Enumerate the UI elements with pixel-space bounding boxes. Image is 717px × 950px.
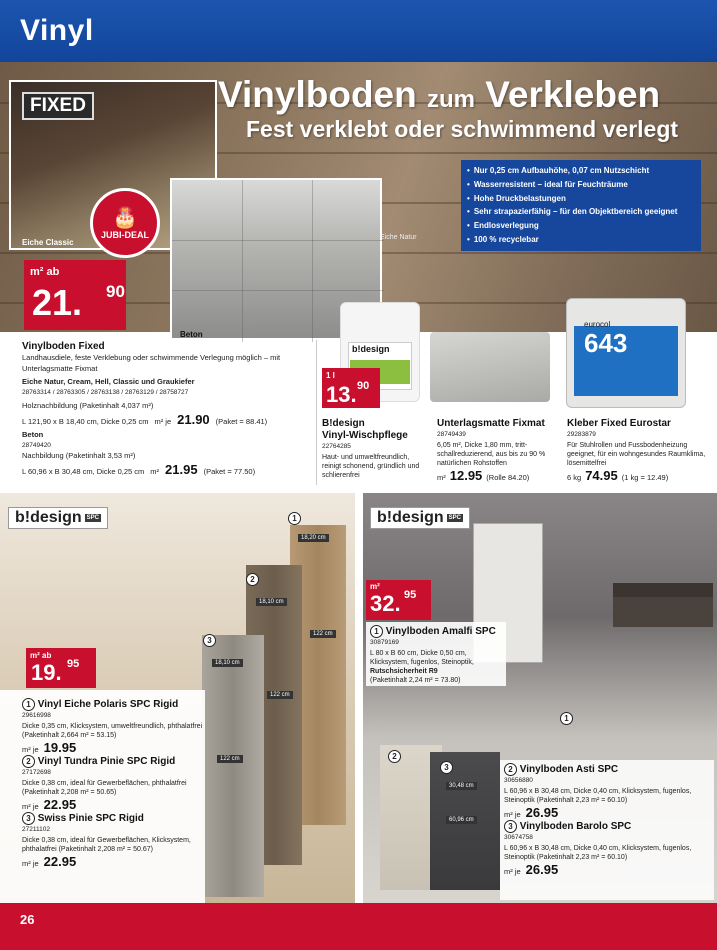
hero-title — [218, 74, 660, 116]
hero-title-c: Verkleben — [485, 74, 661, 115]
product-fixed-info — [22, 341, 312, 477]
product-code: 29283879 — [567, 431, 596, 438]
price-box-left — [26, 648, 96, 688]
jubi-deal-badge — [90, 188, 160, 258]
circle-num-2: 2 — [388, 750, 401, 763]
dim-label: 18,10 cm — [212, 659, 243, 667]
feature-item: • Hohe Druckbelastungen — [467, 192, 695, 206]
main-price-box — [24, 260, 126, 330]
fixed-logo: FIXED — [22, 92, 94, 120]
product-name-2: Vinyl-Wischpflege — [322, 430, 408, 441]
cake-icon: 🎂 — [112, 207, 138, 229]
fixmat-info — [437, 418, 559, 483]
product-name — [22, 812, 205, 825]
feature-list — [461, 160, 701, 251]
product-pkg: (Paketinhalt 2,24 m² = 73.80) — [370, 676, 461, 684]
dim-label: 122 cm — [310, 630, 336, 638]
price-unit: m² je — [504, 809, 521, 819]
row1 — [22, 412, 312, 428]
circle-num: 2 — [22, 755, 35, 768]
price-row — [22, 740, 205, 756]
footer-bar — [0, 903, 717, 950]
product-code: 30879169 — [370, 639, 399, 646]
bidesign-logo-right — [370, 507, 470, 529]
price-unit: m² ab — [30, 266, 60, 278]
brand-tag: SPC — [86, 514, 100, 521]
desc-bold: Rutschsicherheit R9 — [370, 667, 438, 675]
label-eiche-classic: Eiche Classic — [22, 238, 74, 247]
dim-label: 122 cm — [267, 691, 293, 699]
wischpflege-price-box — [322, 368, 380, 408]
brand-text: b!design — [15, 509, 82, 526]
row1-dims: L 121,90 x B 18,40 cm, Dicke 0,25 cm — [22, 416, 149, 426]
page-number: 26 — [20, 912, 35, 927]
dim-label: 18,10 cm — [256, 598, 287, 606]
product-name-text: Vinylboden Barolo SPC — [519, 821, 632, 832]
price-unit: m² je — [22, 744, 39, 754]
product-name: Kleber Fixed Eurostar — [567, 418, 671, 429]
feature-item: • Sehr strapazierfähig – für den Objektbereich geeignet — [467, 205, 695, 219]
product-name-text: Vinyl Eiche Polaris SPC Rigid — [37, 699, 179, 710]
dim-label: 30,48 cm — [446, 782, 477, 790]
product-name — [504, 763, 710, 776]
product-name: B!design — [322, 418, 365, 429]
price: 12.95 — [449, 467, 483, 483]
price: 26.95 — [525, 804, 559, 820]
desc-text: L 80 x B 60 cm, Dicke 0,50 cm, Klicksystem, fugenlos, Steinoptik, — [370, 649, 474, 666]
circle-num-1: 1 — [288, 512, 301, 525]
circle-num-3: 3 — [203, 634, 216, 647]
row2 — [22, 462, 312, 478]
product-desc: L 60,96 x B 30,48 cm, Dicke 0,40 cm, Klicksystem, fugenlos, Steinoptik (Paketinhalt 2,23 m² = 60.10) — [504, 844, 692, 861]
circle-num: 3 — [22, 812, 35, 825]
product-name-text: Swiss Pinie SPC Rigid — [37, 813, 144, 824]
circle-num-2: 2 — [246, 573, 259, 586]
feature-item: • Nur 0,25 cm Aufbauhöhe, 0,07 cm Nutzschicht — [467, 164, 695, 178]
label-eiche-natur: Eiche Natur — [380, 234, 417, 241]
price-unit: m² — [370, 582, 380, 591]
price-box-right — [366, 580, 431, 620]
circle-num: 3 — [504, 820, 517, 833]
sample-3-plank — [202, 635, 264, 897]
sideboard — [613, 583, 713, 597]
divider — [316, 340, 317, 485]
product-desc: Dicke 0,38 cm, ideal für Gewerbeflächen, Klicksystem, phthalatfrei (Paketinhalt 2,208 m² = 50.67) — [22, 836, 191, 853]
feature-item: • Endlosverlegung — [467, 219, 695, 233]
price-pkg: (Rolle 84.20) — [486, 472, 530, 482]
price: 22.95 — [43, 853, 77, 869]
price-unit: 6 kg — [567, 472, 582, 482]
row2-pkg: (Paket = 77.50) — [203, 466, 256, 476]
brand-tag: SPC — [448, 514, 462, 521]
circle-num: 1 — [22, 698, 35, 711]
price: 22.95 — [43, 796, 77, 812]
bucket-brand: eurocol — [584, 320, 611, 329]
product-desc: Haut- und umweltfreundlich, reinigt schonend, gründlich und schlierenfrei — [322, 453, 420, 479]
price-cents: 95 — [404, 589, 417, 601]
product-desc: Dicke 0,38 cm, ideal für Gewerbeflächen, phthalatfrei (Paketinhalt 2,208 m² = 50.65) — [22, 779, 187, 796]
product-name-text: Vinyl Tundra Pinie SPC Rigid — [37, 756, 176, 767]
price-row — [22, 797, 205, 813]
product-name — [22, 698, 205, 711]
hero-title-a: Vinylboden — [218, 74, 417, 115]
row1-price: 21.90 — [177, 411, 210, 427]
row1-desc: Holznachbildung (Paketinhalt 4,037 m²) — [22, 401, 154, 410]
product-code: 28749439 — [437, 431, 466, 438]
section-title: Vinyl — [20, 14, 94, 47]
price-pkg: (1 kg = 12.49) — [621, 472, 669, 482]
product-desc: Landhausdiele, feste Verklebung oder schwimmende Verlegung möglich – mit Unterlagsmatte Fixmat — [22, 353, 281, 373]
product-name — [504, 820, 710, 833]
circle-num: 1 — [370, 625, 383, 638]
price-row — [504, 805, 710, 821]
circle-num: 2 — [504, 763, 517, 776]
beton-name: Beton — [22, 430, 44, 439]
dim-label: 60,96 cm — [446, 816, 477, 824]
asti-barolo-info — [500, 760, 714, 900]
price-unit: m² — [437, 472, 446, 482]
row2-desc: Nachbildung (Paketinhalt 3,53 m²) — [22, 451, 136, 460]
price-unit: m² ab — [30, 651, 52, 660]
product-name-text: Vinylboden Asti SPC — [519, 764, 619, 775]
top-bar — [0, 0, 717, 62]
price-cents: 95 — [67, 658, 80, 670]
price-unit: m² je — [22, 858, 39, 868]
bottle-brand: b!design — [352, 344, 390, 354]
row2-unit: m² — [150, 466, 160, 476]
label-beton: Beton — [180, 330, 203, 339]
row2-dims: L 60,96 x B 30,48 cm, Dicke 0,25 cm — [22, 466, 145, 476]
left-product-list — [0, 690, 205, 903]
hero-subtitle: Fest verklebt oder schwimmend verlegt — [246, 116, 679, 142]
beton-code: 28749420 — [22, 441, 51, 449]
price-row — [504, 862, 710, 878]
product-name — [22, 755, 205, 768]
price-unit: 1 l — [326, 371, 335, 380]
fixmat-price-row — [437, 468, 559, 484]
price: 19.95 — [43, 739, 77, 755]
product-desc — [370, 649, 502, 676]
price-cents: 90 — [357, 380, 370, 392]
jubi-deal-text: JUBI-DEAL — [100, 230, 149, 240]
price-main: 21. — [32, 282, 83, 323]
product-desc: Dicke 0,35 cm, Klicksystem, umweltfreundlich, phthalatfrei (Paketinhalt 2,664 m² = 53.15) — [22, 722, 203, 739]
circle-num-1: 1 — [560, 712, 573, 725]
price-unit: m² je — [22, 801, 39, 811]
product-code: 30674758 — [504, 834, 533, 841]
product-desc: Für Stuhlrollen und Fussbodenheizung geeignet, für ein wohngesundes Raumklima, lösemittelfrei — [567, 441, 706, 467]
product-code: 22764285 — [322, 443, 351, 450]
price-row — [22, 854, 205, 870]
row1-pkg: (Paket = 88.41) — [215, 416, 268, 426]
price-main: 13. — [326, 382, 357, 407]
hero-title-b: zum — [427, 86, 476, 113]
circle-num-3: 3 — [440, 761, 453, 774]
sideboard-drawers — [613, 597, 713, 627]
product-variants: Eiche Natur, Cream, Hell, Classic und Graukiefer — [22, 377, 195, 386]
amalfi-info — [366, 622, 506, 686]
price-main: 19. — [31, 660, 62, 685]
product-desc: 6,05 m², Dicke 1,80 mm, tritt-schallreduzierend, aus bis zu 90 % natürlichen Rohstoffen — [437, 441, 546, 467]
product-codes: 28763314 / 28763305 / 28763138 / 28763129 / 28758727 — [22, 388, 189, 396]
kleber-info — [567, 418, 713, 483]
product-code: 27211102 — [22, 826, 50, 833]
kleber-price-row — [567, 468, 713, 484]
wischpflege-info — [322, 418, 426, 480]
bucket-number: 643 — [584, 328, 628, 358]
product-name — [370, 625, 502, 638]
product-desc: L 60,96 x B 30,48 cm, Dicke 0,40 cm, Klicksystem, fugenlos, Steinoptik (Paketinhalt 2,23 m² = 60.10) — [504, 787, 692, 804]
row2-price: 21.95 — [165, 461, 198, 477]
price: 74.95 — [585, 467, 618, 483]
bidesign-logo-left — [8, 507, 108, 529]
row1-unit: m² je — [154, 416, 172, 426]
price-unit: m² je — [504, 866, 521, 876]
price-main: 32. — [370, 591, 401, 616]
product-name: Unterlagsmatte Fixmat — [437, 418, 545, 429]
product-code: 27172698 — [22, 769, 51, 776]
dim-label: 18,20 cm — [298, 534, 329, 542]
dim-label: 122 cm — [217, 755, 243, 763]
product-code: 30656880 — [504, 777, 533, 784]
brand-text: b!design — [377, 509, 444, 526]
product-name-text: Vinylboden Amalfi SPC — [385, 626, 496, 637]
feature-item: • 100 % recyclebar — [467, 233, 695, 247]
product-code: 29616998 — [22, 712, 51, 719]
feature-item: • Wasserresistent – ideal für Feuchträume — [467, 178, 695, 192]
fixmat-roll-image — [430, 332, 550, 402]
price-cents: 90 — [106, 282, 125, 301]
product-name: Vinylboden Fixed — [22, 341, 105, 352]
price: 26.95 — [525, 861, 559, 877]
